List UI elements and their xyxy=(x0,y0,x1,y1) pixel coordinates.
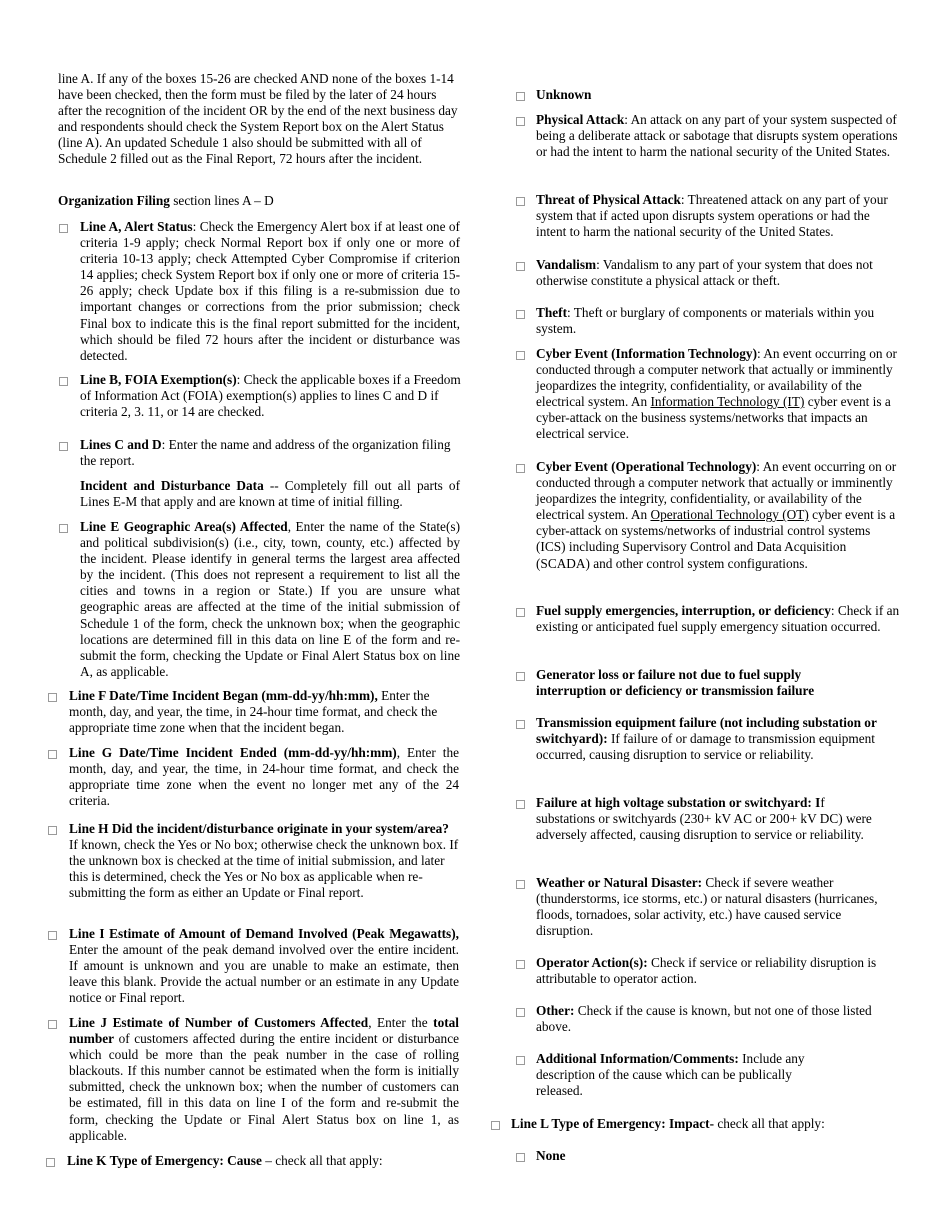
vandalism-checkbox[interactable] xyxy=(516,262,525,271)
unknown-checkbox[interactable] xyxy=(516,92,525,101)
line-i-checkbox[interactable] xyxy=(48,931,57,940)
theft-item: Theft: Theft or burglary of components or materials within you system. xyxy=(536,305,875,337)
operator-action-checkbox[interactable] xyxy=(516,960,525,969)
fuel-supply-item: Fuel supply emergencies, interruption, or deficiency: Check if an existing or anticipated fuel supply emergency situation occurred. xyxy=(536,603,900,635)
it-link[interactable]: Information Technology (IT) xyxy=(650,394,805,410)
line-a-item: Line A, Alert Status: Check the Emergency Alert box if at least one of criteria 1-9 apply; check Normal Report box if only one or more of criteria 10-13 apply; check Attempted Cyber Compromise if criterion 14 applies; check System Report box if only one or more of criteria 15-26 apply; check Update box if this filing is a re-submission due to important changes or corrections from the prior submission; check Final box to indicate this is the final report submitted for the incident, which should be filed 72 hours after the incident or disturbance was detected. xyxy=(80,219,460,363)
physical-attack-item: Physical Attack: An attack on any part of your system suspected of being a deliberate attack or sabotage that disrupts system operations or had the intent to harm the national security of the United States. xyxy=(536,112,898,160)
line-g-item: Line G Date/Time Incident Ended (mm-dd-yy/hh:mm), Enter the month, day, and year, the time, in 24-hour time format, and check the appropriate time zone when the event no longer met any of the 24 criteria. xyxy=(69,745,459,809)
line-b-item: Line B, FOIA Exemption(s): Check the applicable boxes if a Freedom of Information Act (FOIA) exemption(s) applies to lines C and D if criteria 2, 3. 11, or 14 are checked. xyxy=(80,372,461,420)
line-j-item: Line J Estimate of Number of Customers Affected, Enter the total number of customers affected during the entire incident or disturbance which could be more than the peak number in the case of rolling blackouts. If this number cannot be estimated when the form is initially submitted, check the unknown box; when the number of customers can be estimated, fill in this data on line I of the form and re-submit the form, checking the Update or Final Alert Status box on line 1, as applicable. xyxy=(69,1015,459,1143)
additional-info-item: Additional Information/Comments: Include any description of the cause which can be publically released. xyxy=(536,1051,805,1099)
lines-c-d-checkbox[interactable] xyxy=(59,442,68,451)
additional-info-checkbox[interactable] xyxy=(516,1056,525,1065)
cyber-ot-item: Cyber Event (Operational Technology): An event occurring on or conducted through a computer network that actually or imminently jeopardizes the integrity, confidentiality, or availability of the electrical system. An Operational Technology (OT) cyber event is a cyber-attack on systems/networks of industrial control systems (ICS) including Supervisory Control and Data Acquisition (SCADA) and other control system configurations. xyxy=(536,459,897,571)
intro-paragraph: line A. If any of the boxes 15-26 are checked AND none of the boxes 1-14 have been checked, then the form must be filed by the later of 24 hours after the recognition of the incident OR by the end of the next business day and respondents should check the System Report box on the Alert Status (line A). An updated Schedule 1 also should be submitted with all of Schedule 2 filled out as the Final Report, 72 hours after the incident. xyxy=(58,71,458,167)
none-item: None xyxy=(536,1148,566,1163)
ot-link[interactable]: Operational Technology (OT) xyxy=(650,507,809,523)
incident-data-heading: Incident and Disturbance Data -- Completely fill out all parts of Lines E-M that apply and are known at time of initial filling. xyxy=(80,478,460,510)
operator-action-item: Operator Action(s): Check if service or reliability disruption is attributable to operator action. xyxy=(536,955,877,987)
line-f-item: Line F Date/Time Incident Began (mm-dd-yy/hh:mm), Enter the month, day, and year, the time, in 24-hour time format, and check the appropriate time zone when that the incident began. xyxy=(69,688,438,736)
fuel-supply-checkbox[interactable] xyxy=(516,608,525,617)
weather-checkbox[interactable] xyxy=(516,880,525,889)
line-h-item: Line H Did the incident/disturbance originate in your system/area? If known, check the Yes or No box; otherwise check the unknown box. If the unknown box is checked at the time of initial submission, and later this is determined, check the Yes or No box as applicable when re- submitting the form as either an Update or Final report. xyxy=(69,821,459,901)
generator-loss-item: Generator loss or failure not due to fuel supply interruption or deficiency or transmission failure xyxy=(536,667,815,699)
none-checkbox[interactable] xyxy=(516,1153,525,1162)
weather-item: Weather or Natural Disaster: Check if severe weather (thunderstorms, ice storms, etc.) or natural disasters (hurricanes, floods, tornadoes, solar activity, etc.) have caused service disruption. xyxy=(536,875,878,939)
theft-checkbox[interactable] xyxy=(516,310,525,319)
organization-filing-heading: Organization Filing section lines A – D xyxy=(58,193,274,208)
cyber-ot-checkbox[interactable] xyxy=(516,464,525,473)
line-b-checkbox[interactable] xyxy=(59,377,68,386)
line-j-checkbox[interactable] xyxy=(48,1020,57,1029)
threat-physical-attack-item: Threat of Physical Attack: Threatened attack on any part of your system that if acted upon disrupts system operations or had the intent to harm the national security of the United States. xyxy=(536,192,888,240)
cyber-it-checkbox[interactable] xyxy=(516,351,525,360)
physical-attack-checkbox[interactable] xyxy=(516,117,525,126)
line-e-item: Line E Geographic Area(s) Affected, Enter the name of the State(s) and political subdivision(s) (i.e., city, town, county, etc.) affected by the incident. Please identify in general terms the largest area affected by the incident. (This does not represent a requirement to list all the cities and towns in a region or State.) If you are unsure what geographic areas are affected at the time of the initial submission of Schedule 1 of the form, check the unknown box; when the geographic locations are determined fill in this data on line E of the form and re-submit the form, checking the Update or Final Alert Status box on line A, as applicable. xyxy=(80,519,460,679)
line-k-checkbox[interactable] xyxy=(46,1158,55,1167)
line-l-checkbox[interactable] xyxy=(491,1121,500,1130)
line-g-checkbox[interactable] xyxy=(48,750,57,759)
line-l-item: Line L Type of Emergency: Impact- check all that apply: xyxy=(511,1116,825,1131)
generator-loss-checkbox[interactable] xyxy=(516,672,525,681)
line-h-checkbox[interactable] xyxy=(48,826,57,835)
vandalism-item: Vandalism: Vandalism to any part of your system that does not otherwise constitute a physical attack or theft. xyxy=(536,257,873,289)
other-item: Other: Check if the cause is known, but not one of those listed above. xyxy=(536,1003,872,1035)
high-voltage-item: Failure at high voltage substation or switchyard: If substations or switchyards (230+ kV AC or 200+ kV DC) were adversely affected, causing disruption to service or reliability. xyxy=(536,795,872,843)
line-k-item: Line K Type of Emergency: Cause – check all that apply: xyxy=(67,1153,383,1168)
line-i-item: Line I Estimate of Amount of Demand Involved (Peak Megawatts), Enter the amount of the peak demand involved over the entire incident. If amount is unknown and you are unable to make an estimate, then leave this blank. Provide the actual number or an estimate in any Update notice or Final report. xyxy=(69,926,459,1006)
lines-c-d-item: Lines C and D: Enter the name and address of the organization filing the report. xyxy=(80,437,451,469)
other-checkbox[interactable] xyxy=(516,1008,525,1017)
cyber-it-item: Cyber Event (Information Technology): An event occurring on or conducted through a computer network that actually or imminently jeopardizes the integrity, confidentiality, or availability of the electrical system. An Information Technology (IT) cyber event is a cyber-attack on the business systems/networks that impacts an electrical service. xyxy=(536,346,897,442)
transmission-failure-checkbox[interactable] xyxy=(516,720,525,729)
unknown-item: Unknown xyxy=(536,87,592,102)
line-e-checkbox[interactable] xyxy=(59,524,68,533)
line-f-checkbox[interactable] xyxy=(48,693,57,702)
line-a-checkbox[interactable] xyxy=(59,224,68,233)
high-voltage-checkbox[interactable] xyxy=(516,800,525,809)
threat-physical-attack-checkbox[interactable] xyxy=(516,197,525,206)
transmission-failure-item: Transmission equipment failure (not including substation or switchyard): If failure of or damage to transmission equipment occurred, causing disruption to service or reliability. xyxy=(536,715,877,763)
